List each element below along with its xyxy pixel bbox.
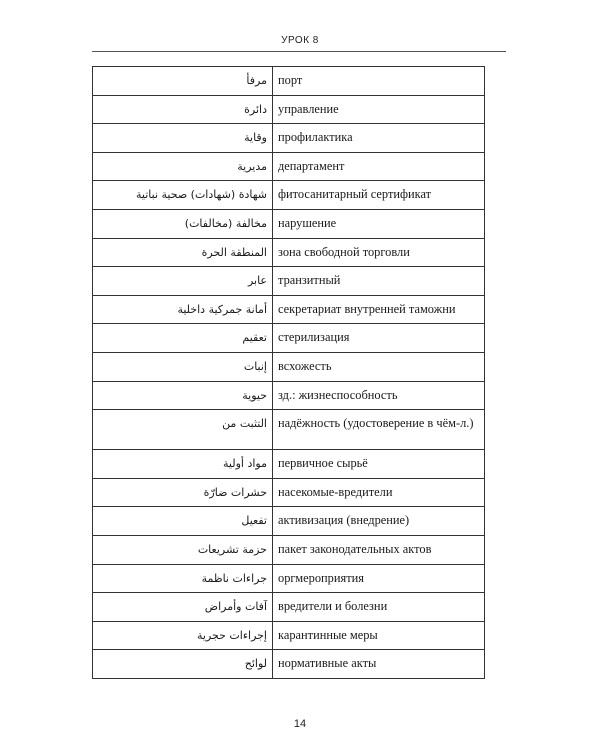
russian-translation: оргмероприятия	[273, 564, 485, 593]
table-row	[93, 295, 485, 324]
table-row	[93, 181, 485, 210]
russian-translation: насекомые-вредители	[273, 478, 485, 507]
arabic-term: المنطقة الحرة	[93, 238, 273, 267]
arabic-term: آفات وأمراض	[93, 593, 273, 622]
arabic-term: إنبات	[93, 352, 273, 381]
arabic-term: إجراءات حجرية	[93, 621, 273, 650]
arabic-term: تعقيم	[93, 324, 273, 353]
russian-translation: департамент	[273, 152, 485, 181]
russian-translation: стерилизация	[273, 324, 485, 353]
page-number: 14	[293, 718, 307, 730]
russian-translation: нормативные акты	[273, 650, 485, 679]
arabic-term: عابر	[93, 267, 273, 296]
russian-translation: секретариат внутренней таможни	[273, 295, 485, 324]
table-row	[93, 650, 485, 679]
table-row	[93, 267, 485, 296]
page-header: УРОК 8	[281, 35, 319, 46]
russian-translation: пакет законодательных актов	[273, 535, 485, 564]
arabic-term: وقاية	[93, 124, 273, 153]
table-row	[93, 95, 485, 124]
table-row	[93, 124, 485, 153]
russian-translation: первичное сырьё	[273, 450, 485, 479]
table-row	[93, 593, 485, 622]
russian-translation: фитосанитарный сертификат	[273, 181, 485, 210]
arabic-term: تفعيل	[93, 507, 273, 536]
table-row	[93, 67, 485, 96]
arabic-term: حشرات ضارّة	[93, 478, 273, 507]
russian-translation: надёжность (удостоверение в чём-л.)	[273, 410, 485, 450]
arabic-term: مرفأ	[93, 67, 273, 96]
arabic-term: أمانة جمركية داخلية	[93, 295, 273, 324]
table-row	[93, 507, 485, 536]
table-row	[93, 450, 485, 479]
table-row	[93, 535, 485, 564]
russian-translation: зона свободной торговли	[273, 238, 485, 267]
arabic-term: لوائح	[93, 650, 273, 679]
arabic-term: دائرة	[93, 95, 273, 124]
vocabulary-table	[92, 66, 485, 679]
russian-translation: нарушение	[273, 209, 485, 238]
table-row	[93, 564, 485, 593]
russian-translation: карантинные меры	[273, 621, 485, 650]
russian-translation: транзитный	[273, 267, 485, 296]
russian-translation: всхожесть	[273, 352, 485, 381]
arabic-term: حزمة تشريعات	[93, 535, 273, 564]
russian-translation: профилактика	[273, 124, 485, 153]
table-row	[93, 381, 485, 410]
table-row	[93, 352, 485, 381]
header-divider	[92, 51, 506, 52]
table-row	[93, 478, 485, 507]
arabic-term: جراءات ناظمة	[93, 564, 273, 593]
table-row	[93, 152, 485, 181]
arabic-term: مديرية	[93, 152, 273, 181]
table-row	[93, 238, 485, 267]
russian-translation: вредители и болезни	[273, 593, 485, 622]
arabic-term: حيوية	[93, 381, 273, 410]
russian-translation: зд.: жизнеспособность	[273, 381, 485, 410]
russian-translation: активизация (внедрение)	[273, 507, 485, 536]
russian-translation: управление	[273, 95, 485, 124]
vocabulary-table-body	[93, 67, 485, 679]
table-row	[93, 209, 485, 238]
arabic-term: مواد أولية	[93, 450, 273, 479]
table-row	[93, 621, 485, 650]
table-row	[93, 324, 485, 353]
russian-translation: порт	[273, 67, 485, 96]
arabic-term: مخالفة (مخالفات)	[93, 209, 273, 238]
arabic-term: التثبت من	[93, 410, 273, 450]
table-row	[93, 410, 485, 450]
arabic-term: شهادة (شهادات) صحية نباتية	[93, 181, 273, 210]
